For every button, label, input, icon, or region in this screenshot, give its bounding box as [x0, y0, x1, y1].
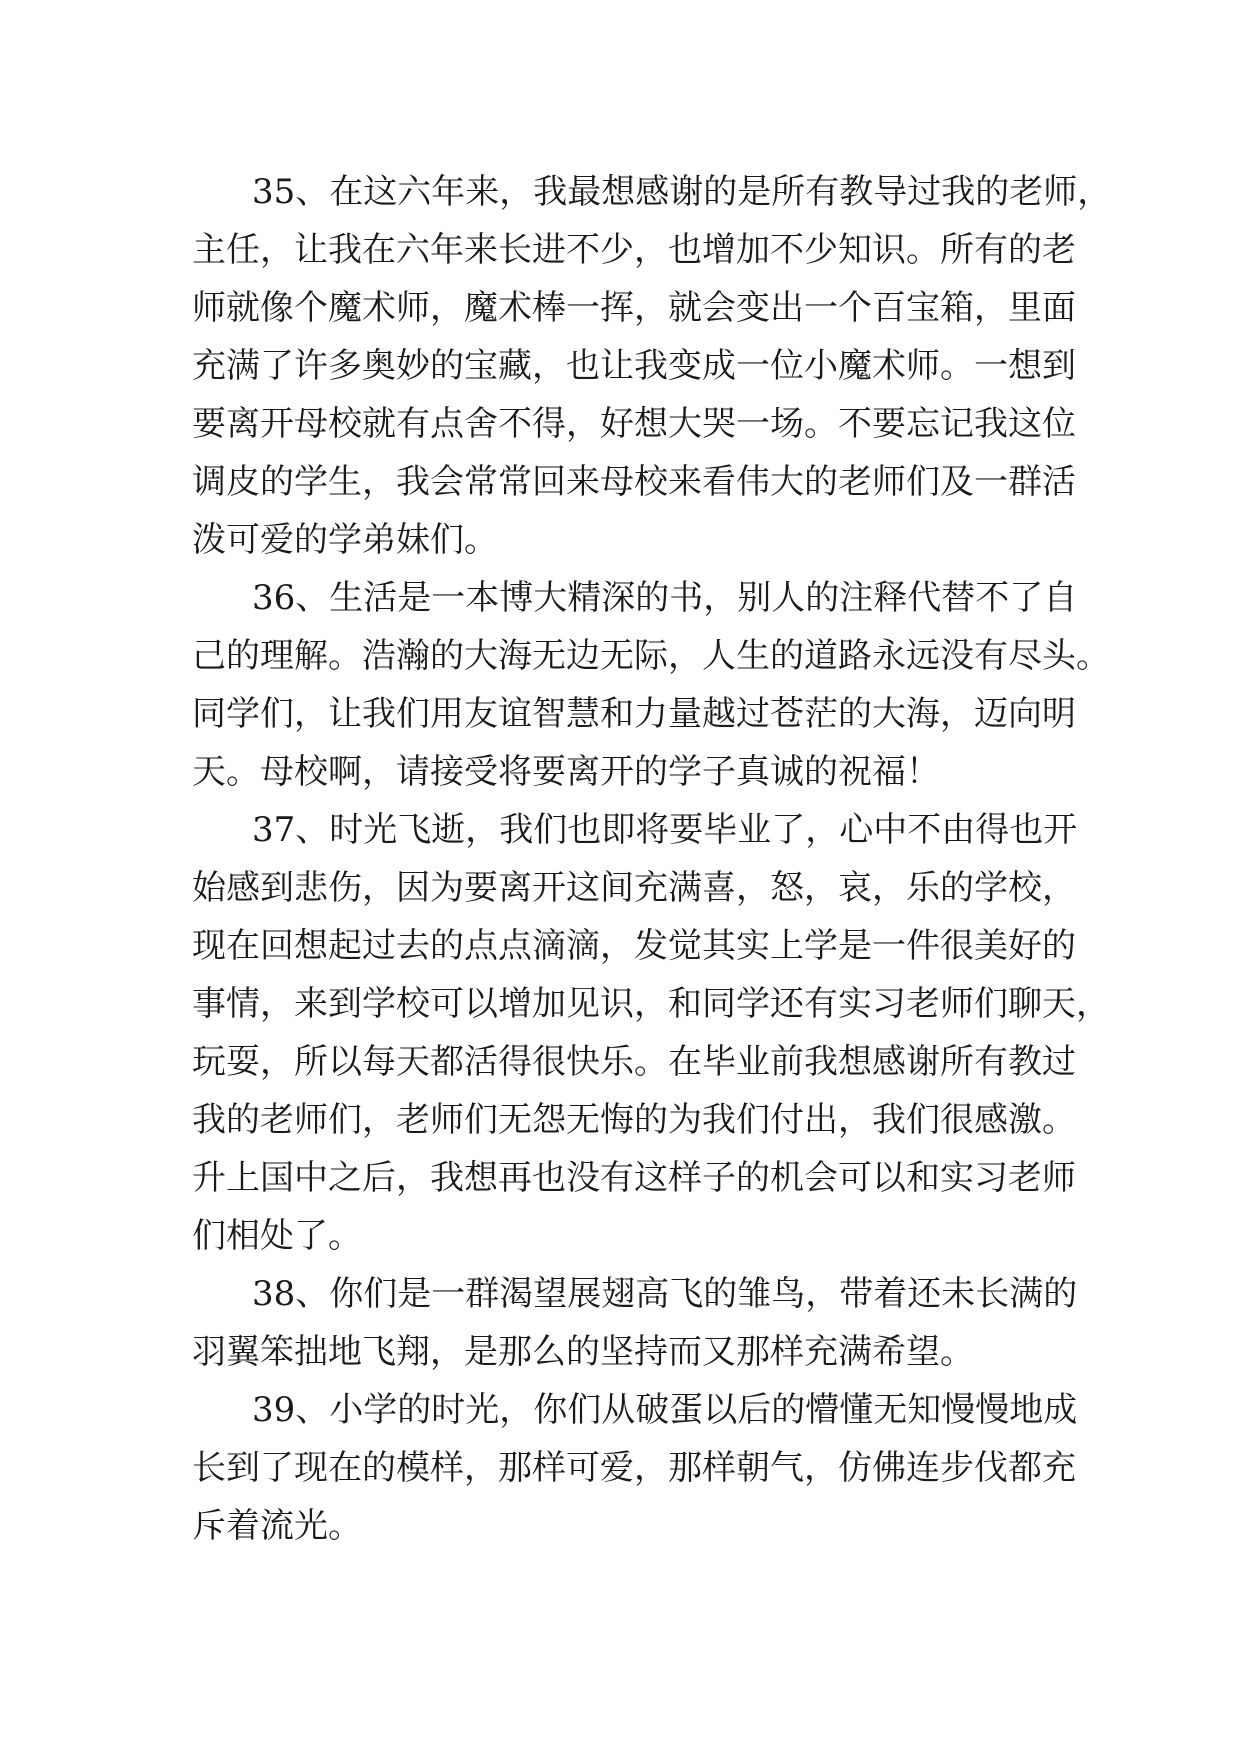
text-line: 现在回想起过去的点点滴滴，发觉其实上学是一件很美好的 [192, 926, 1076, 966]
text-line: 羽翼笨拙地飞翔，是那么的坚持而又那样充满希望。 [192, 1332, 974, 1372]
text-line: 同学们，让我们用友谊智慧和力量越过苍茫的大海，迈向明 [192, 694, 1076, 734]
text-line: 事情，来到学校可以增加见识，和同学还有实习老师们聊天， [192, 984, 1110, 1024]
text-line: 斥着流光。 [192, 1506, 362, 1546]
text-line: 泼可爱的学弟妹们。 [192, 520, 498, 560]
text-line: 己的理解。浩瀚的大海无边无际，人生的道路永远没有尽头。 [192, 636, 1110, 676]
text-line: 36、生活是一本博大精深的书，别人的注释代替不了自 [252, 578, 1078, 618]
text-line: 始感到悲伤，因为要离开这间充满喜，怒，哀，乐的学校， [192, 868, 1076, 908]
text-line: 天。母校啊，请接受将要离开的学子真诚的祝福！ [192, 752, 940, 792]
text-line: 们相处了。 [192, 1216, 362, 1256]
text-line: 玩耍，所以每天都活得很快乐。在毕业前我想感谢所有教过 [192, 1042, 1076, 1082]
paragraph-37 [192, 801, 1110, 1265]
text-line: 要离开母校就有点舍不得，好想大哭一场。不要忘记我这位 [192, 404, 1076, 444]
text-line: 39、小学的时光，你们从破蛋以后的懵懂无知慢慢地成 [252, 1390, 1078, 1430]
text-line: 我的老师们，老师们无怨无悔的为我们付出，我们很感激。 [192, 1100, 1076, 1140]
text-line: 长到了现在的模样，那样可爱，那样朝气，仿佛连步伐都充 [192, 1448, 1076, 1488]
paragraph-38 [192, 1265, 1078, 1381]
paragraph-35 [192, 163, 1112, 569]
text-line: 38、你们是一群渴望展翅高飞的雏鸟，带着还未长满的 [252, 1274, 1078, 1314]
text-line: 35、在这六年来，我最想感谢的是所有教导过我的老师， [252, 172, 1112, 212]
paragraph-39 [192, 1381, 1078, 1555]
text-line: 升上国中之后，我想再也没有这样子的机会可以和实习老师 [192, 1158, 1076, 1198]
text-line: 调皮的学生，我会常常回来母校来看伟大的老师们及一群活 [192, 462, 1076, 502]
text-line: 师就像个魔术师，魔术棒一挥，就会变出一个百宝箱，里面 [192, 288, 1076, 328]
document-body [192, 163, 1112, 1555]
text-line: 37、时光飞逝，我们也即将要毕业了，心中不由得也开 [252, 810, 1078, 850]
text-line: 主任，让我在六年来长进不少，也增加不少知识。所有的老 [192, 230, 1076, 270]
text-line: 充满了许多奥妙的宝藏，也让我变成一位小魔术师。一想到 [192, 346, 1076, 386]
paragraph-36 [192, 569, 1110, 801]
